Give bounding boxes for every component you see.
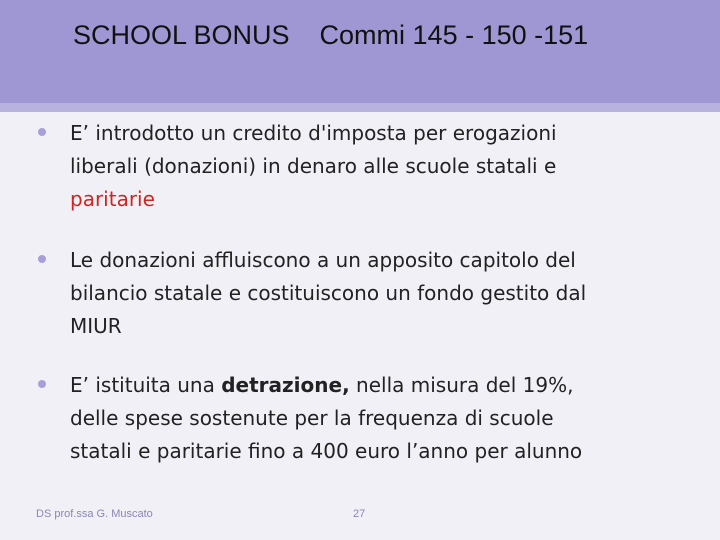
bullet-item-1 (38, 117, 684, 216)
bullet-dot-icon (38, 255, 46, 263)
footer-author: DS prof.ssa G. Muscato (36, 508, 153, 520)
page-number: 27 (353, 508, 366, 520)
bullet-line: Le donazioni affluiscono a un apposito capitolo del (70, 248, 576, 272)
bullet-text (70, 369, 684, 468)
bullet-dot-icon (38, 128, 46, 136)
bullet-dot-icon (38, 380, 46, 388)
highlighted-text: paritarie (70, 187, 155, 211)
bullet-text (70, 244, 684, 343)
bullet-line: delle spese sostenute per la frequenza di scuole (70, 406, 554, 430)
bullet-item-2 (38, 244, 684, 343)
slide-title: SCHOOL BONUS Commi 145 - 150 -151 (73, 20, 589, 50)
bullet-line: E’ introdotto un credito d'imposta per erogazioni (70, 121, 557, 145)
bullet-line: MIUR (70, 314, 122, 338)
bullet-prefix: E’ istituita una (70, 373, 222, 397)
title-band (0, 0, 720, 112)
bullet-line-rest: nella misura del 19%, (349, 373, 574, 397)
bullet-line: statali e paritarie fino a 400 euro l’anno per alunno (70, 439, 583, 463)
bullet-line: liberali (donazioni) in denaro alle scuole statali e (70, 154, 557, 178)
bullet-item-3 (38, 369, 684, 468)
bullet-line: bilancio statale e costituiscono un fondo gestito dal (70, 281, 587, 305)
bullet-text (70, 117, 684, 216)
bold-term: detrazione, (221, 373, 350, 397)
